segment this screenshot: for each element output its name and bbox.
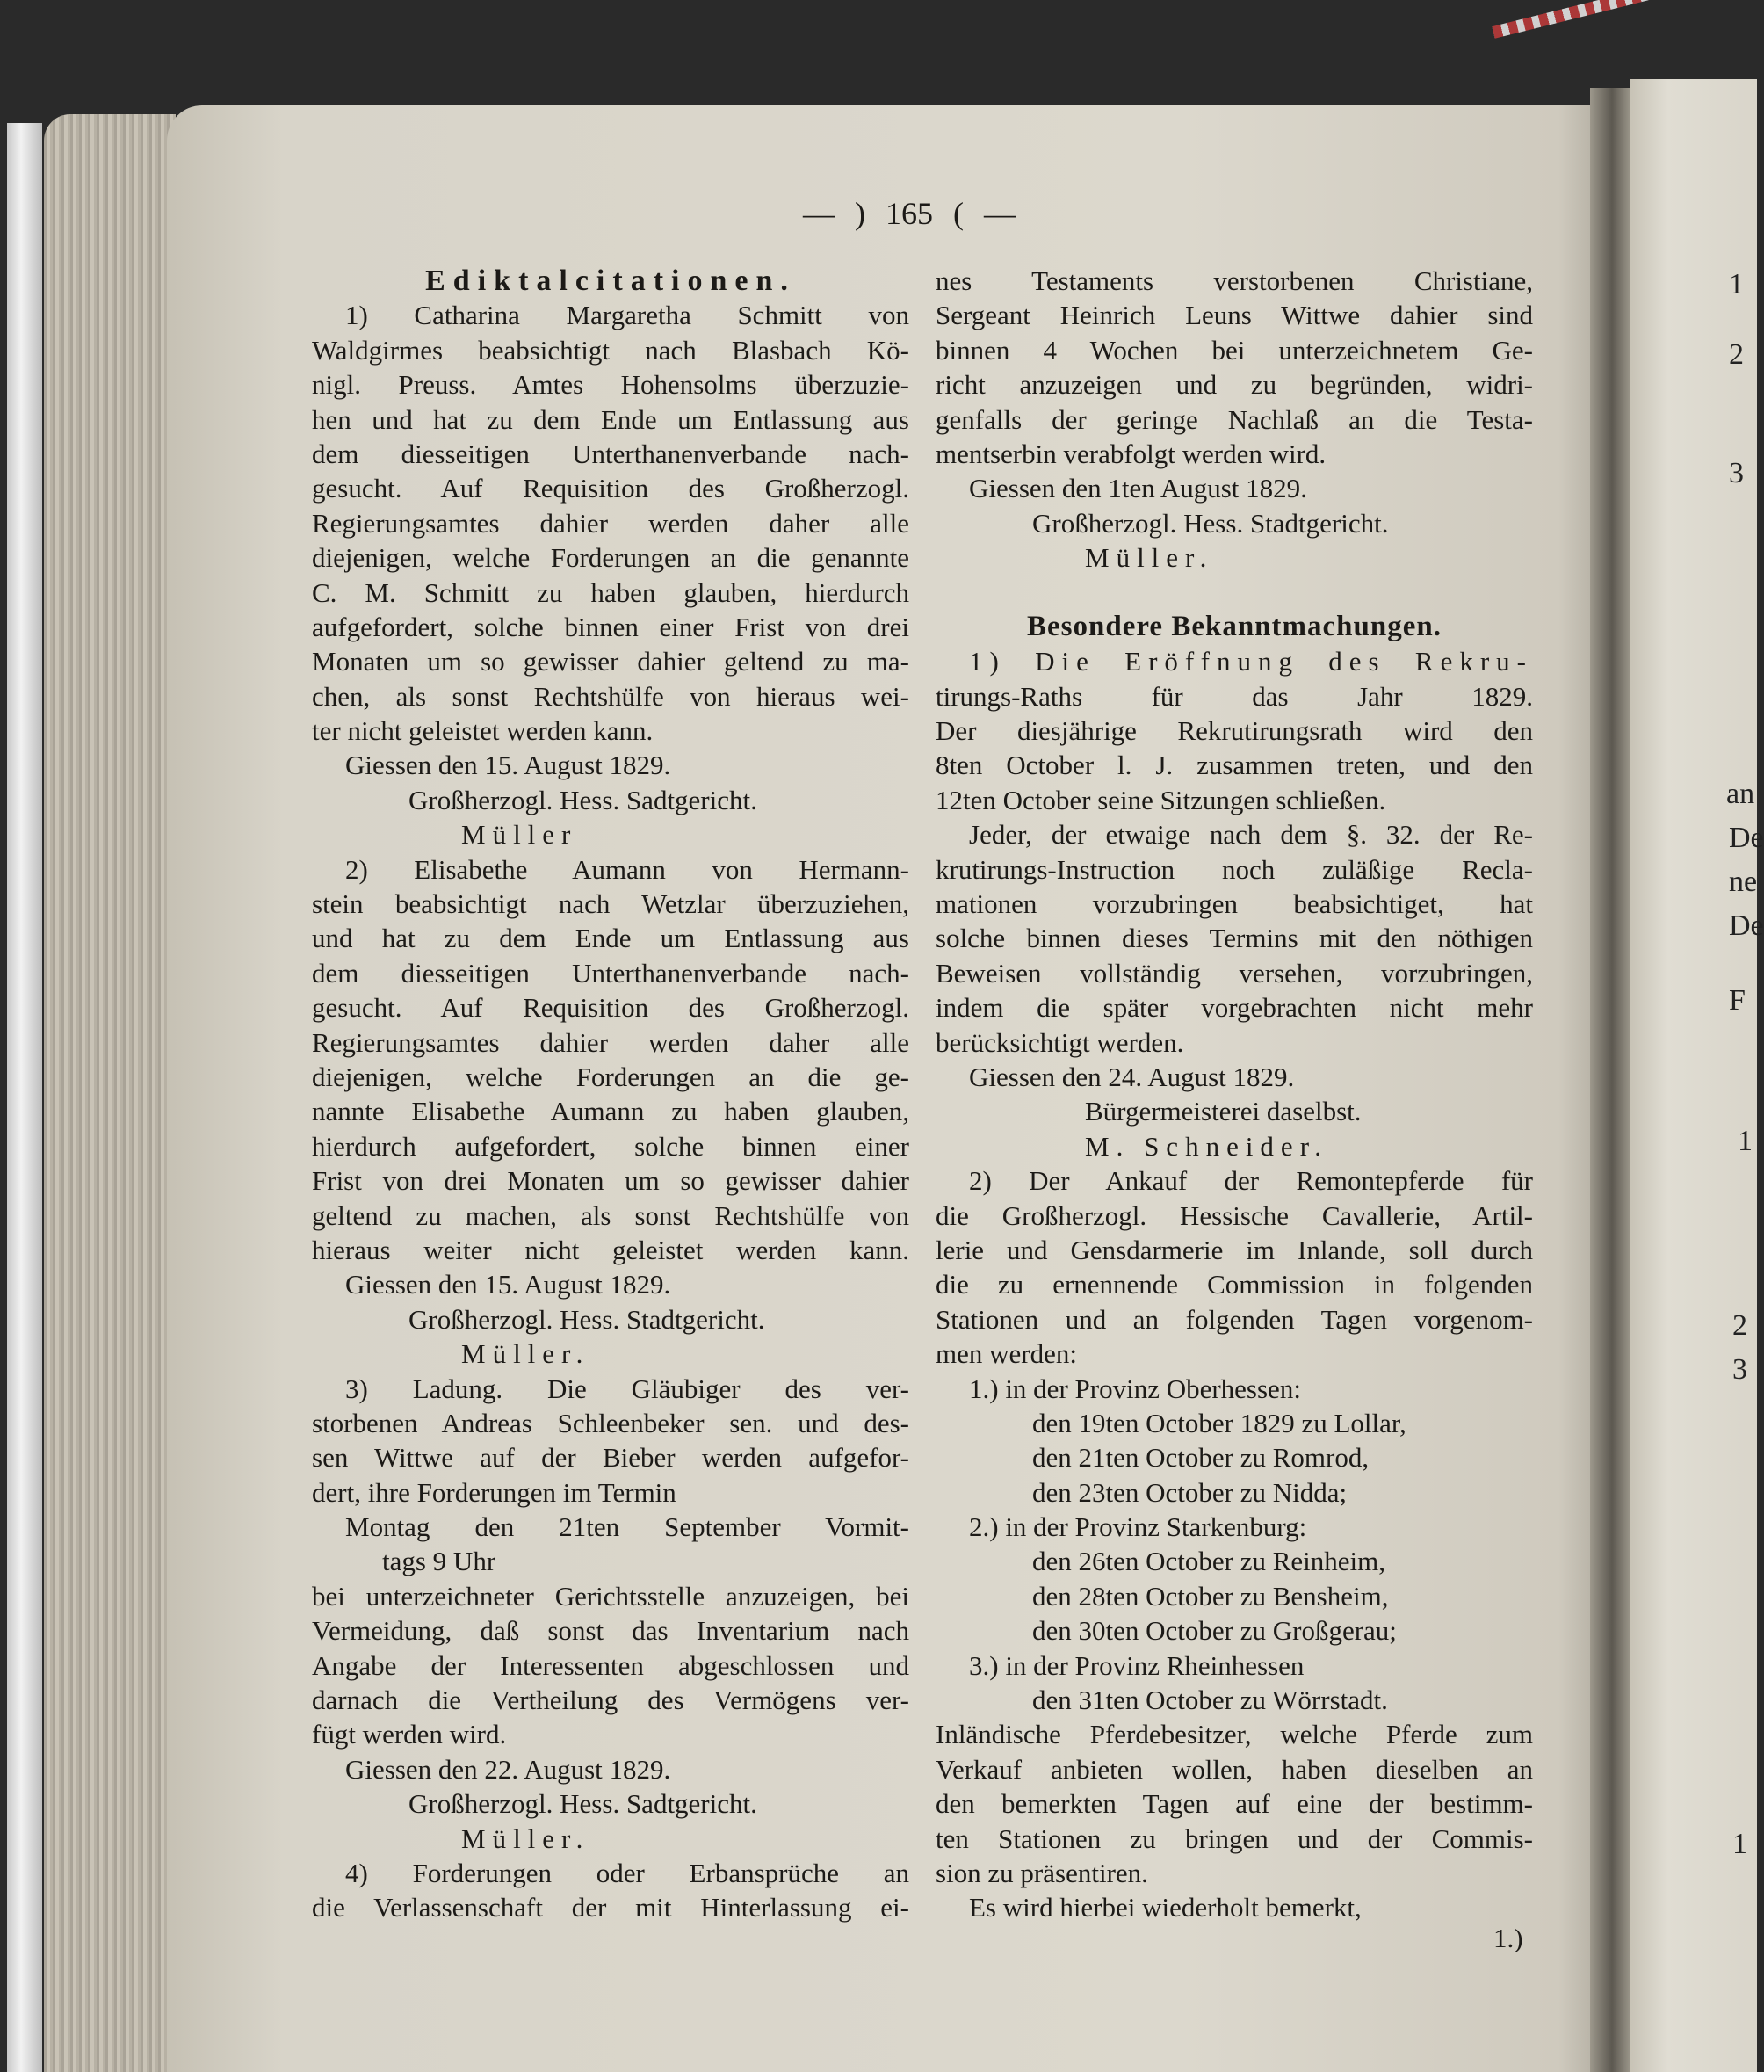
- text-line: 1) Die Eröffnung des Rekru-: [969, 646, 1533, 677]
- text-line: Montag den 21ten September Vormit-: [345, 1511, 909, 1543]
- text-line: solche binnen dieses Termins mit den nöthigen: [936, 923, 1533, 954]
- text-line: Angabe der Interessenten abgeschlossen und: [312, 1649, 909, 1681]
- bookmark-ribbon: [1492, 0, 1750, 39]
- text-line: mationen vorzubringen beabsichtiget, hat: [936, 888, 1533, 920]
- next-page-fragment: De: [1729, 822, 1764, 854]
- text-line: den 28ten October zu Bensheim,: [1032, 1580, 1389, 1612]
- text-line: nigl. Preuss. Amtes Hohensolms überzuzie-: [312, 369, 909, 401]
- text-line: gesucht. Auf Requisition des Großherzogl.: [312, 992, 909, 1024]
- section-heading: Ediktalcitationen.: [425, 264, 796, 297]
- text-line: men werden:: [936, 1338, 1077, 1370]
- next-page-fragment: 1: [1729, 268, 1744, 301]
- text-line: Großherzogl. Hess. Sadtgericht.: [408, 1788, 757, 1820]
- text-line: bei unterzeichneter Gerichtsstelle anzuzeigen, bei: [312, 1580, 909, 1612]
- text-line: Es wird hierbei wiederholt bemerkt,: [969, 1892, 1362, 1923]
- text-line: ter nicht geleistet werden kann.: [312, 715, 654, 747]
- text-line: Verkauf anbieten wollen, haben dieselben an: [936, 1753, 1533, 1785]
- text-line: 2) Elisabethe Aumann von Hermann-: [345, 853, 909, 885]
- text-line: 2) Der Ankauf der Remontepferde für: [969, 1165, 1533, 1197]
- text-line: hen und hat zu dem Ende um Entlassung aus: [312, 403, 909, 435]
- text-line: mentserbin verabfolgt werden wird.: [936, 438, 1327, 469]
- text-line: 12ten October seine Sitzungen schließen.: [936, 784, 1386, 815]
- text-line: Monaten um so gewisser dahier geltend zu ma-: [312, 646, 909, 677]
- text-line: Beweisen vollständig versehen, vorzubringen,: [936, 957, 1533, 989]
- next-page-fragment: De: [1729, 909, 1764, 942]
- text-line: 1.) in der Provinz Oberhessen:: [969, 1373, 1301, 1404]
- text-line: sion zu präsentiren.: [936, 1857, 1148, 1888]
- text-line: geltend zu machen, als sonst Rechtshülfe von: [312, 1199, 909, 1231]
- text-line: hierdurch aufgefordert, solche binnen einer: [312, 1130, 909, 1162]
- text-line: 1) Catharina Margaretha Schmitt von: [345, 300, 909, 331]
- text-line: C. M. Schmitt zu haben glauben, hierdurch: [312, 576, 909, 608]
- text-line: Bürgermeisterei daselbst.: [1085, 1096, 1362, 1127]
- text-line: lerie und Gensdarmerie im Inlande, soll durch: [936, 1234, 1533, 1265]
- next-page-fragment: 3: [1732, 1353, 1747, 1386]
- text-line: Giessen den 24. August 1829.: [969, 1061, 1295, 1092]
- text-line: Großherzogl. Hess. Stadtgericht.: [1032, 507, 1389, 539]
- text-line: Müller: [461, 819, 578, 851]
- text-line: tirungs-Raths für das Jahr 1829.: [936, 680, 1533, 712]
- left-column: [312, 264, 909, 1925]
- section-heading: Besondere Bekanntmachungen.: [1027, 610, 1442, 642]
- text-line: Stationen und an folgenden Tagen vorgenom-: [936, 1303, 1533, 1335]
- next-page-fragment: F: [1729, 984, 1746, 1017]
- text-line: dem diesseitigen Unterthanenverbande nach-: [312, 438, 909, 469]
- page-number-header: — ) 165 ( —: [803, 196, 1016, 231]
- text-line: Vermeidung, daß sonst das Inventarium nach: [312, 1615, 909, 1647]
- text-line: berücksichtigt werden.: [936, 1026, 1184, 1058]
- text-line: Großherzogl. Hess. Stadtgericht.: [408, 1303, 765, 1335]
- text-line: ten Stationen zu bringen und der Commis-: [936, 1822, 1533, 1854]
- text-line: 3.) in der Provinz Rheinhessen: [969, 1649, 1305, 1681]
- text-line: und hat zu dem Ende um Entlassung aus: [312, 923, 909, 954]
- next-page-fragment: 1: [1732, 1828, 1747, 1860]
- text-line: Giessen den 15. August 1829.: [345, 1269, 671, 1300]
- text-line: 2.) in der Provinz Starkenburg:: [969, 1511, 1307, 1543]
- text-line: dem diesseitigen Unterthanenverbande nach-: [312, 957, 909, 989]
- text-line: diejenigen, welche Forderungen an die genannte: [312, 542, 909, 574]
- text-line: diejenigen, welche Forderungen an die ge-: [312, 1061, 909, 1092]
- text-line: nannte Elisabethe Aumann zu haben glauben,: [312, 1096, 909, 1127]
- text-line: stein beabsichtigt nach Wetzlar überzuziehen,: [312, 888, 909, 920]
- text-line: den 21ten October zu Romrod,: [1032, 1442, 1370, 1474]
- text-line: Regierungsamtes dahier werden daher alle: [312, 1026, 909, 1058]
- text-line: den bemerkten Tagen auf eine der bestimm-: [936, 1788, 1533, 1820]
- catchword: 1.): [1493, 1923, 1523, 1953]
- text-line: Giessen den 15. August 1829.: [345, 750, 671, 781]
- text-line: richt anzuzeigen und zu begründen, widri-: [936, 369, 1533, 401]
- text-line: den 19ten October 1829 zu Lollar,: [1032, 1407, 1406, 1438]
- text-line: darnach die Vertheilung des Vermögens ver-: [312, 1684, 909, 1716]
- text-line: Müller.: [461, 1338, 590, 1370]
- text-line: dert, ihre Forderungen im Termin: [312, 1476, 676, 1508]
- text-line: 3) Ladung. Die Gläubiger des ver-: [345, 1373, 909, 1404]
- text-line: genfalls der geringe Nachlaß an die Testa-: [936, 403, 1533, 435]
- text-line: die Großherzogl. Hessische Cavallerie, Artil-: [936, 1199, 1533, 1231]
- text-line: Giessen den 1ten August 1829.: [969, 473, 1307, 504]
- page-edges: [44, 114, 176, 2072]
- next-page-fragment: an: [1726, 778, 1755, 810]
- text-line: Waldgirmes beabsichtigt nach Blasbach Kö-: [312, 334, 909, 366]
- text-line: den 26ten October zu Reinheim,: [1032, 1546, 1386, 1577]
- text-line: tags 9 Uhr: [382, 1546, 496, 1577]
- text-line: Regierungsamtes dahier werden daher alle: [312, 507, 909, 539]
- text-line: [936, 576, 1533, 610]
- text-line: indem die später vorgebrachten nicht mehr: [936, 992, 1533, 1024]
- text-line: hieraus weiter nicht geleistet werden kann.: [312, 1234, 909, 1265]
- next-page-fragment: 3: [1729, 457, 1744, 489]
- text-line: den 31ten October zu Wörrstadt.: [1032, 1684, 1388, 1716]
- right-column: [936, 264, 1533, 1925]
- text-line: M. Schneider.: [1085, 1130, 1329, 1162]
- text-line: die Verlassenschaft der mit Hinterlassung ei-: [312, 1892, 909, 1923]
- text-line: den 30ten October zu Großgerau;: [1032, 1615, 1397, 1647]
- text-line: Der diesjährige Rekrutirungsrath wird den: [936, 715, 1533, 747]
- text-line: Giessen den 22. August 1829.: [345, 1753, 671, 1785]
- text-line: krutirungs-Instruction noch zuläßige Recla-: [936, 853, 1533, 885]
- text-line: Müller.: [461, 1822, 590, 1854]
- text-line: den 23ten October zu Nidda;: [1032, 1476, 1348, 1508]
- text-line: gesucht. Auf Requisition des Großherzogl.: [312, 473, 909, 504]
- next-page-fragment: ne: [1729, 866, 1758, 898]
- next-page: [1630, 79, 1757, 2072]
- text-line: chen, als sonst Rechtshülfe von hieraus wei-: [312, 680, 909, 712]
- text-line: Inländische Pferdebesitzer, welche Pferde zum: [936, 1719, 1533, 1750]
- text-line: 8ten October l. J. zusammen treten, und den: [936, 750, 1533, 781]
- text-line: sen Wittwe auf der Bieber werden aufgefor-: [312, 1442, 909, 1474]
- text-line: die zu ernennende Commission in folgenden: [936, 1269, 1533, 1300]
- text-line: Sergeant Heinrich Leuns Wittwe dahier sind: [936, 300, 1533, 331]
- next-page-fragment: 2: [1732, 1309, 1747, 1342]
- text-line: storbenen Andreas Schleenbeker sen. und des-: [312, 1407, 909, 1438]
- text-line: Müller.: [1085, 542, 1214, 574]
- text-line: fügt werden wird.: [312, 1719, 507, 1750]
- page-stack-strip: [7, 123, 42, 2072]
- text-line: 4) Forderungen oder Erbansprüche an: [345, 1857, 909, 1888]
- text-line: Frist von drei Monaten um so gewisser dahier: [312, 1165, 909, 1197]
- text-line: nes Testaments verstorbenen Christiane,: [936, 265, 1533, 296]
- text-line: binnen 4 Wochen bei unterzeichnetem Ge-: [936, 334, 1533, 366]
- next-page-fragment: 2: [1729, 338, 1744, 371]
- text-line: Großherzogl. Hess. Sadtgericht.: [408, 784, 757, 815]
- text-line: aufgefordert, solche binnen einer Frist von drei: [312, 611, 909, 642]
- next-page-fragment: 1: [1738, 1125, 1753, 1157]
- book-gutter: [1590, 88, 1634, 2072]
- text-line: Jeder, der etwaige nach dem §. 32. der Re-: [969, 819, 1533, 851]
